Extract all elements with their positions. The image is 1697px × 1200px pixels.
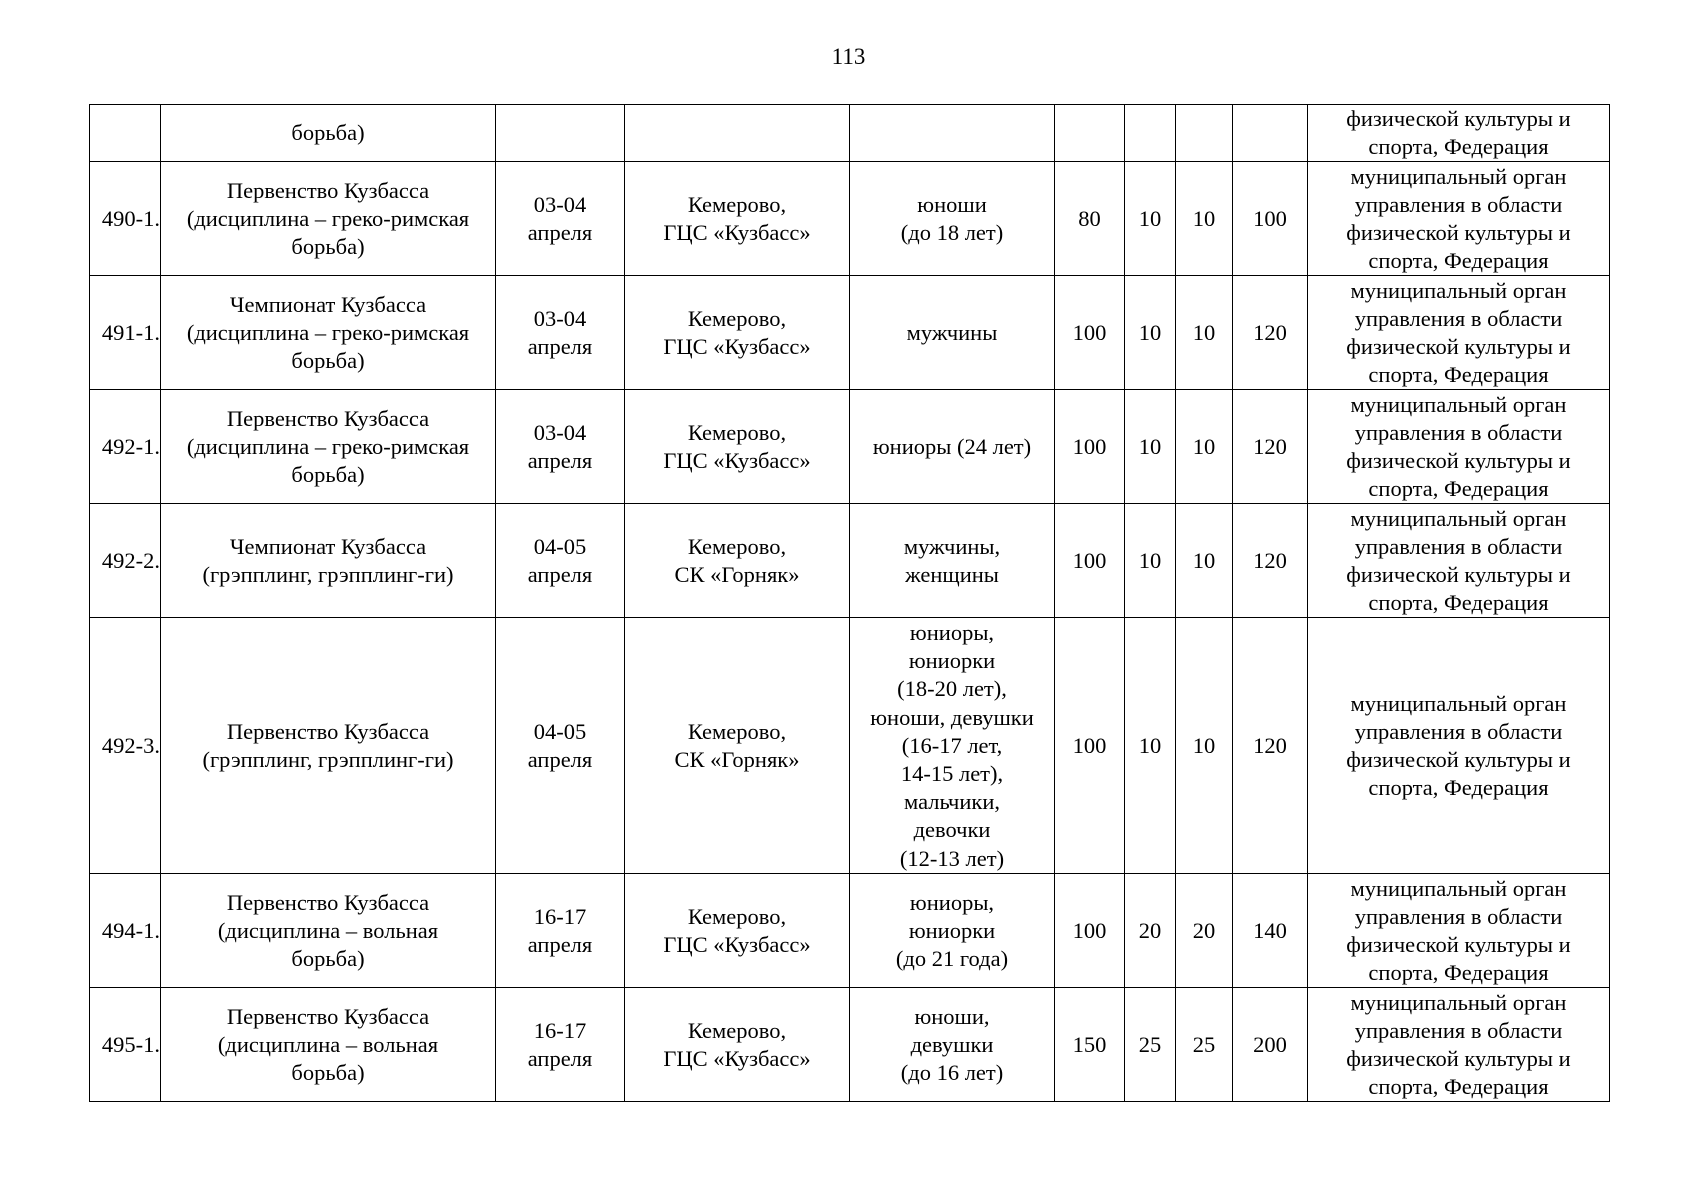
organizer-line: физической культуры и — [1346, 746, 1571, 772]
judges-count-cell: 10 — [1125, 390, 1176, 504]
dates-cell — [496, 276, 625, 390]
organizer-cell — [1308, 276, 1610, 390]
coaches-count-cell — [1176, 105, 1233, 162]
organizer-line: физической культуры и — [1346, 1045, 1571, 1071]
participants-line: (16-17 лет, — [901, 732, 1003, 758]
dates-line: апреля — [527, 447, 593, 473]
venue-line: ГЦС «Кузбасс» — [663, 333, 811, 359]
event-name-line: борьба) — [291, 234, 365, 259]
participants-line: 14-15 лет), — [900, 761, 1004, 786]
participants-cell — [850, 390, 1055, 504]
table-row — [90, 504, 1610, 618]
venue-cell — [625, 276, 850, 390]
participants-line: юниоры, — [909, 619, 995, 645]
dates-cell — [496, 105, 625, 162]
venue-line: Кемерово, — [687, 191, 787, 217]
venue-line: Кемерово, — [687, 903, 787, 929]
organizer-cell — [1308, 618, 1610, 874]
participants-line: юниорки — [908, 648, 996, 674]
dates-line: апреля — [527, 746, 593, 772]
participants-count-cell: 100 — [1055, 618, 1125, 874]
row-number-cell: 495-1. — [90, 988, 161, 1102]
event-name-cell — [161, 390, 496, 504]
organizer-line: управления в области — [1354, 419, 1563, 445]
participants-line: мужчины, — [903, 533, 1001, 559]
event-name-line: борьба) — [291, 348, 365, 373]
judges-count-cell: 10 — [1125, 276, 1176, 390]
venue-line: СК «Горняк» — [674, 561, 800, 587]
dates-cell — [496, 874, 625, 988]
dates-line: 04-05 — [533, 718, 587, 744]
judges-count-cell: 25 — [1125, 988, 1176, 1102]
organizer-line: муниципальный орган — [1350, 875, 1567, 901]
organizer-line: управления в области — [1354, 533, 1563, 559]
event-name-cell — [161, 162, 496, 276]
event-name-cell — [161, 874, 496, 988]
venue-cell — [625, 504, 850, 618]
organizer-line: спорта, Федерация — [1368, 134, 1549, 160]
total-count-cell — [1233, 105, 1308, 162]
participants-line: юноши, девушки — [870, 704, 1034, 730]
event-name-line: Первенство Кузбасса — [226, 718, 430, 744]
organizer-cell — [1308, 390, 1610, 504]
participants-cell — [850, 988, 1055, 1102]
participants-line: юниоры, — [909, 889, 995, 915]
total-count-cell: 200 — [1233, 988, 1308, 1102]
dates-line: апреля — [527, 1045, 593, 1071]
venue-line: ГЦС «Кузбасс» — [663, 219, 811, 245]
event-name-line: (дисциплина – вольная — [217, 1031, 439, 1057]
participants-line: (18-20 лет), — [897, 676, 1007, 702]
dates-cell — [496, 162, 625, 276]
participants-cell — [850, 105, 1055, 162]
coaches-count-cell: 10 — [1176, 390, 1233, 504]
participants-count-cell: 100 — [1055, 504, 1125, 618]
coaches-count-cell: 10 — [1176, 162, 1233, 276]
coaches-count-cell: 10 — [1176, 276, 1233, 390]
participants-line: девочки — [913, 817, 991, 843]
organizer-line: муниципальный орган — [1350, 277, 1567, 303]
dates-line: 03-04 — [533, 305, 587, 331]
organizer-cell — [1308, 874, 1610, 988]
participants-line: юноши, — [914, 1003, 990, 1029]
organizer-line: физической культуры и — [1346, 106, 1571, 131]
table-row — [90, 618, 1610, 874]
organizer-cell — [1308, 504, 1610, 618]
event-name-cell — [161, 618, 496, 874]
participants-cell — [850, 618, 1055, 874]
total-count-cell: 120 — [1233, 390, 1308, 504]
venue-cell — [625, 988, 850, 1102]
dates-cell — [496, 504, 625, 618]
total-count-cell: 100 — [1233, 162, 1308, 276]
event-name-cell — [161, 105, 496, 162]
venue-cell — [625, 162, 850, 276]
participants-line: юниоры (24 лет) — [872, 433, 1032, 459]
event-name-line: Первенство Кузбасса — [226, 1003, 430, 1029]
dates-line: апреля — [527, 561, 593, 587]
event-name-line: борьба) — [291, 1060, 365, 1085]
organizer-line: физической культуры и — [1346, 447, 1571, 473]
judges-count-cell: 20 — [1125, 874, 1176, 988]
table-row — [90, 988, 1610, 1102]
participants-count-cell: 80 — [1055, 162, 1125, 276]
participants-count-cell: 150 — [1055, 988, 1125, 1102]
event-name-cell — [161, 504, 496, 618]
event-name-line: Первенство Кузбасса — [226, 177, 430, 203]
organizer-line: спорта, Федерация — [1368, 960, 1549, 986]
table-row — [90, 105, 1610, 162]
participants-line: (12-13 лет) — [899, 845, 1005, 871]
participants-line: (до 16 лет) — [900, 1060, 1004, 1085]
venue-line: Кемерово, — [687, 718, 787, 744]
participants-line: юниорки — [908, 917, 996, 943]
row-number-cell: 492-3. — [90, 618, 161, 874]
participants-line: мальчики, — [904, 789, 1000, 815]
venue-line: Кемерово, — [687, 419, 787, 445]
total-count-cell: 120 — [1233, 618, 1308, 874]
table-row — [90, 874, 1610, 988]
participants-count-cell: 100 — [1055, 874, 1125, 988]
coaches-count-cell: 25 — [1176, 988, 1233, 1102]
judges-count-cell — [1125, 105, 1176, 162]
participants-line: юноши — [917, 191, 987, 217]
event-name-line: борьба) — [291, 946, 365, 971]
event-name-cell — [161, 276, 496, 390]
venue-cell — [625, 390, 850, 504]
organizer-line: управления в области — [1354, 903, 1563, 929]
venue-cell — [625, 618, 850, 874]
row-number-cell: 490-1. — [90, 162, 161, 276]
event-name-cell — [161, 988, 496, 1102]
table-row — [90, 162, 1610, 276]
dates-line: 03-04 — [533, 191, 587, 217]
event-name-line: (дисциплина – греко-римская — [186, 319, 470, 345]
venue-line: ГЦС «Кузбасс» — [663, 1045, 811, 1071]
event-name-line: Чемпионат Кузбасса — [229, 291, 427, 317]
row-number-cell — [90, 105, 161, 162]
venue-line: Кемерово, — [687, 305, 787, 331]
dates-line: 16-17 — [533, 1017, 587, 1043]
dates-line: 03-04 — [533, 419, 587, 445]
row-number-cell: 492-1. — [90, 390, 161, 504]
page-number: 113 — [831, 44, 866, 69]
organizer-line: спорта, Федерация — [1368, 248, 1549, 274]
total-count-cell: 120 — [1233, 276, 1308, 390]
dates-cell — [496, 988, 625, 1102]
organizer-line: физической культуры и — [1346, 931, 1571, 957]
organizer-line: спорта, Федерация — [1368, 362, 1549, 388]
participants-line: женщины — [905, 561, 999, 587]
participants-cell — [850, 276, 1055, 390]
coaches-count-cell: 10 — [1176, 504, 1233, 618]
participants-count-cell: 100 — [1055, 390, 1125, 504]
total-count-cell: 120 — [1233, 504, 1308, 618]
organizer-cell — [1308, 162, 1610, 276]
row-number-cell: 494-1. — [90, 874, 161, 988]
row-number-cell: 492-2. — [90, 504, 161, 618]
venue-line: ГЦС «Кузбасс» — [663, 447, 811, 473]
participants-cell — [850, 504, 1055, 618]
organizer-line: управления в области — [1354, 1017, 1563, 1043]
organizer-line: спорта, Федерация — [1368, 775, 1549, 801]
event-name-line: (дисциплина – греко-римская — [186, 433, 470, 459]
coaches-count-cell: 10 — [1176, 618, 1233, 874]
participants-count-cell — [1055, 105, 1125, 162]
table-row — [90, 390, 1610, 504]
event-name-line: (грэпплинг, грэпплинг-ги) — [202, 561, 454, 587]
organizer-line: спорта, Федерация — [1368, 1074, 1549, 1100]
dates-line: апреля — [527, 931, 593, 957]
organizer-line: муниципальный орган — [1350, 690, 1567, 716]
participants-count-cell: 100 — [1055, 276, 1125, 390]
table-row — [90, 276, 1610, 390]
venue-line: ГЦС «Кузбасс» — [663, 931, 811, 957]
event-name-line: Первенство Кузбасса — [226, 405, 430, 431]
dates-cell — [496, 390, 625, 504]
dates-line: апреля — [527, 333, 593, 359]
participants-line: (до 21 года) — [895, 946, 1009, 971]
judges-count-cell: 10 — [1125, 504, 1176, 618]
dates-line: 04-05 — [533, 533, 587, 559]
organizer-line: управления в области — [1354, 305, 1563, 331]
coaches-count-cell: 20 — [1176, 874, 1233, 988]
organizer-line: муниципальный орган — [1350, 163, 1567, 189]
judges-count-cell: 10 — [1125, 618, 1176, 874]
event-name-line: борьба) — [291, 120, 365, 146]
participants-cell — [850, 162, 1055, 276]
organizer-cell — [1308, 988, 1610, 1102]
participants-line: мужчины — [906, 319, 998, 345]
participants-line: девушки — [910, 1031, 994, 1057]
organizer-line: физической культуры и — [1346, 333, 1571, 359]
venue-line: Кемерово, — [687, 1017, 787, 1043]
organizer-line: физической культуры и — [1346, 219, 1571, 245]
event-name-line: борьба) — [291, 462, 365, 487]
dates-line: 16-17 — [533, 903, 587, 929]
row-number-cell: 491-1. — [90, 276, 161, 390]
event-name-line: (грэпплинг, грэпплинг-ги) — [202, 746, 454, 772]
participants-line: (до 18 лет) — [900, 219, 1004, 245]
total-count-cell: 140 — [1233, 874, 1308, 988]
organizer-line: муниципальный орган — [1350, 505, 1567, 531]
dates-cell — [496, 618, 625, 874]
dates-line: апреля — [527, 219, 593, 245]
events-table — [89, 104, 1610, 1102]
venue-cell — [625, 105, 850, 162]
organizer-line: физической культуры и — [1346, 561, 1571, 587]
organizer-cell — [1308, 105, 1610, 162]
organizer-line: спорта, Федерация — [1368, 590, 1549, 616]
venue-line: СК «Горняк» — [674, 746, 800, 772]
participants-cell — [850, 874, 1055, 988]
venue-cell — [625, 874, 850, 988]
judges-count-cell: 10 — [1125, 162, 1176, 276]
venue-line: Кемерово, — [687, 533, 787, 559]
event-name-line: (дисциплина – вольная — [217, 917, 439, 943]
event-name-line: Чемпионат Кузбасса — [229, 533, 427, 559]
organizer-line: муниципальный орган — [1350, 989, 1567, 1015]
organizer-line: муниципальный орган — [1350, 391, 1567, 417]
organizer-line: управления в области — [1354, 718, 1563, 744]
event-name-line: (дисциплина – греко-римская — [186, 205, 470, 231]
organizer-line: спорта, Федерация — [1368, 476, 1549, 502]
organizer-line: управления в области — [1354, 191, 1563, 217]
event-name-line: Первенство Кузбасса — [226, 889, 430, 915]
